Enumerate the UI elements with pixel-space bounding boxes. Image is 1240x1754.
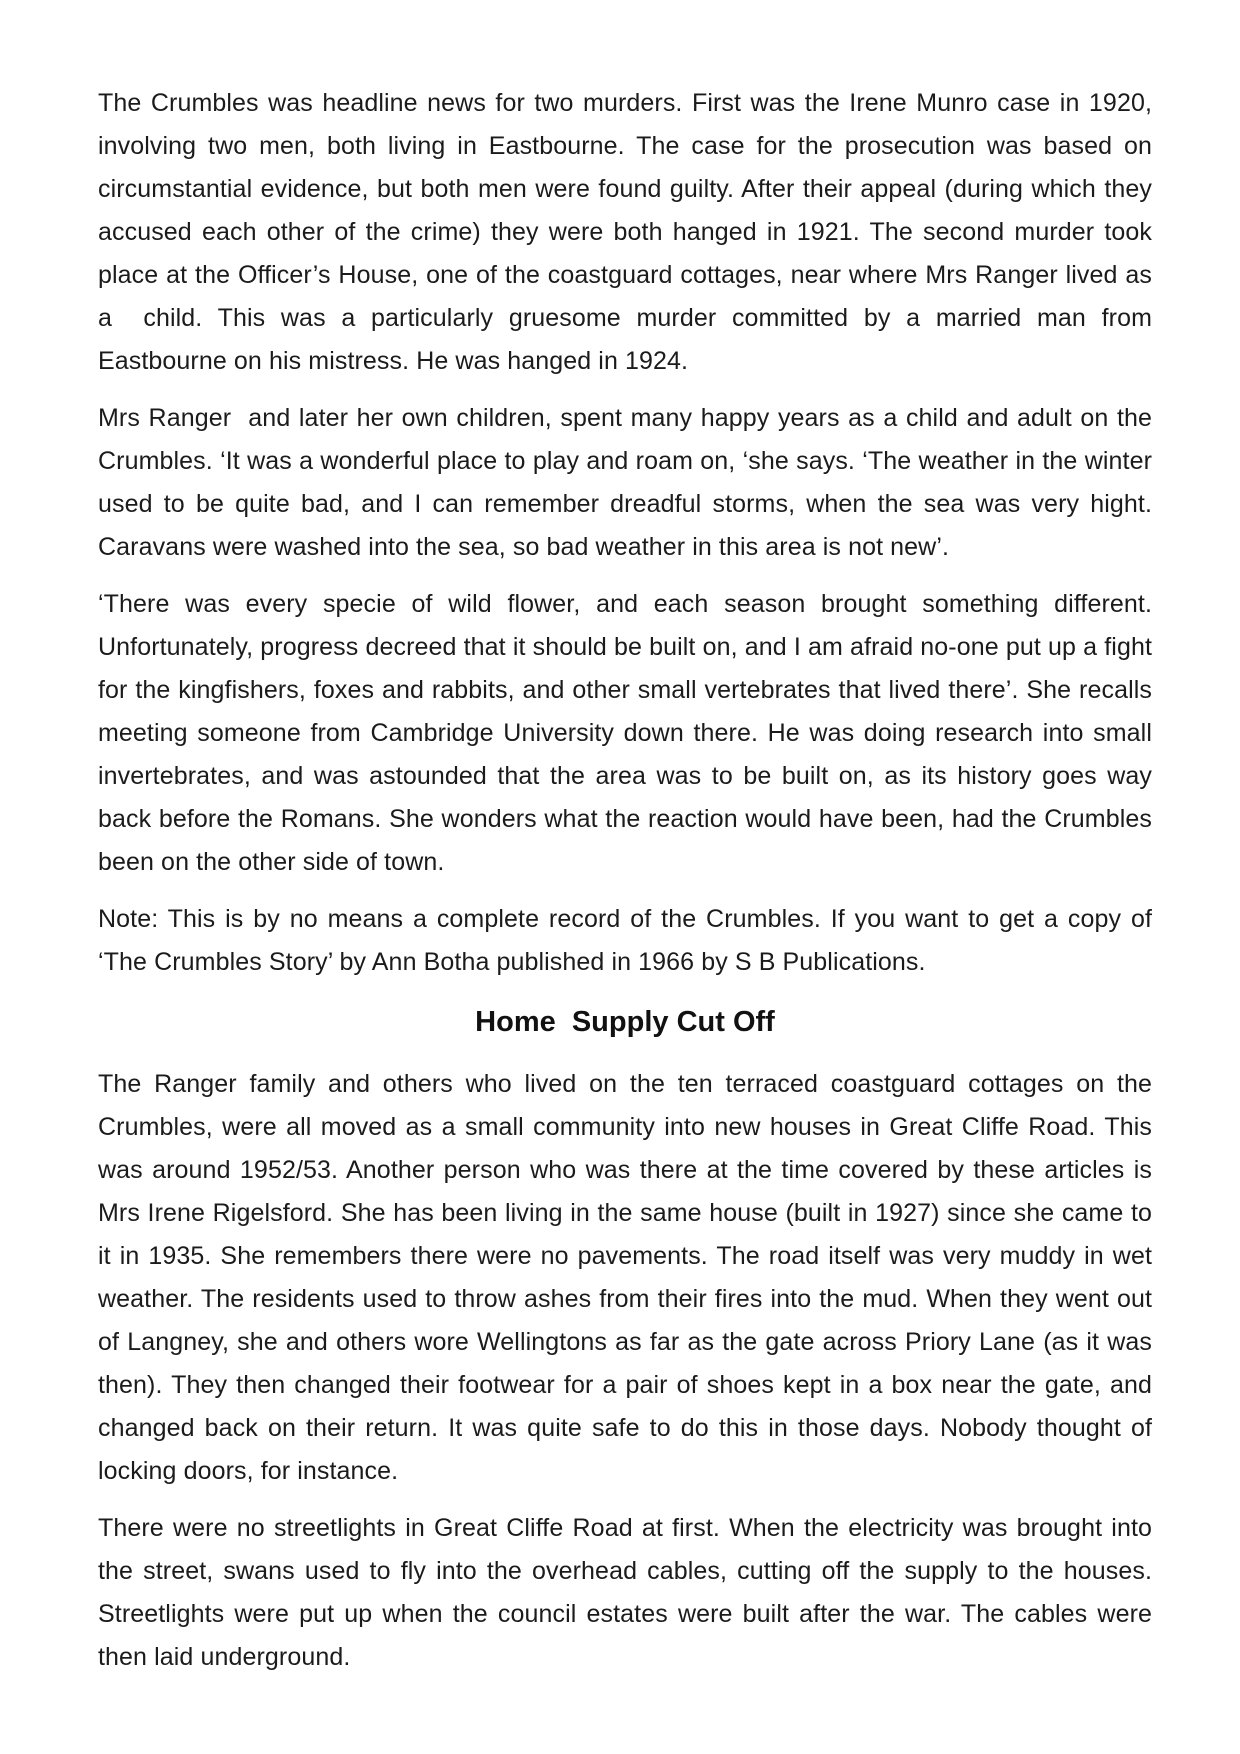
paragraph-note-crumbles-story: Note: This is by no means a complete record of the Crumbles. If you want to get a copy of ‘The Crumbles Story’ by Ann Botha published in 1966 by S B Publications.: [98, 905, 1160, 976]
paragraph-wild-flowers-progress: ‘There was every specie of wild flower, and each season brought something different. Unfortunately, progress decreed that it should be built on, and I am afraid no-one put up a fight for the kingfishers, foxes and rabbits, and other small vertebrates that lived there’. She recalls meeting someone from Cambridge University down there. He was doing research into small invertebrates, and was astounded that the area was to be built on, as its history goes way back before the Romans. She wonders what the reaction would have been, had the Crumbles been on the other side of town.: [98, 590, 1160, 876]
paragraph-ranger-family-move: The Ranger family and others who lived on the ten terraced coastguard cottages on the Crumbles, were all moved as a small community into new houses in Great Cliffe Road. This was around 1952/53. Another person who was there at the time covered by these articles is Mrs Irene Rigelsford. She has been living in the same house (built in 1927) since she came to it in 1935. She remembers there were no pavements. The road itself was very muddy in wet weather. The residents used to throw ashes from their fires into the mud. When they went out of Langney, she and others wore Wellingtons as far as the gate across Priory Lane (as it was then). They then changed their footwear for a pair of shoes kept in a box near the gate, and changed back on their return. It was quite safe to do this in those days. Nobody thought of locking doors, for instance.: [98, 1070, 1160, 1485]
section-heading-home-supply-cut-off: Home Supply Cut Off: [475, 1006, 775, 1038]
paragraph-mrs-ranger-happy-years: Mrs Ranger and later her own children, spent many happy years as a child and adult on the Crumbles. ‘It was a wonderful place to play and roam on, ‘she says. ‘The weather in the winter used to be quite bad, and I can remember dreadful storms, when the sea was very hight. Caravans were washed into the sea, so bad weather in this area is not new’.: [98, 404, 1160, 561]
paragraph-crumbles-murders: The Crumbles was headline news for two murders. First was the Irene Munro case in 1920, involving two men, both living in Eastbourne. The case for the prosecution was based on circumstantial evidence, but both men were found guilty. After their appeal (during which they accused each other of the crime) they were both hanged in 1921. The second murder took place at the Officer’s House, one of the coastguard cottages, near where Mrs Ranger lived as a child. This was a particularly gruesome murder committed by a married man from Eastbourne on his mistress. He was hanged in 1924.: [98, 89, 1160, 375]
paragraph-streetlights: There were no streetlights in Great Cliffe Road at first. When the electricity was brought into the street, swans used to fly into the overhead cables, cutting off the supply to the houses. Streetlights were put up when the council estates were built after the war. The cables were then laid underground.: [98, 1514, 1160, 1671]
